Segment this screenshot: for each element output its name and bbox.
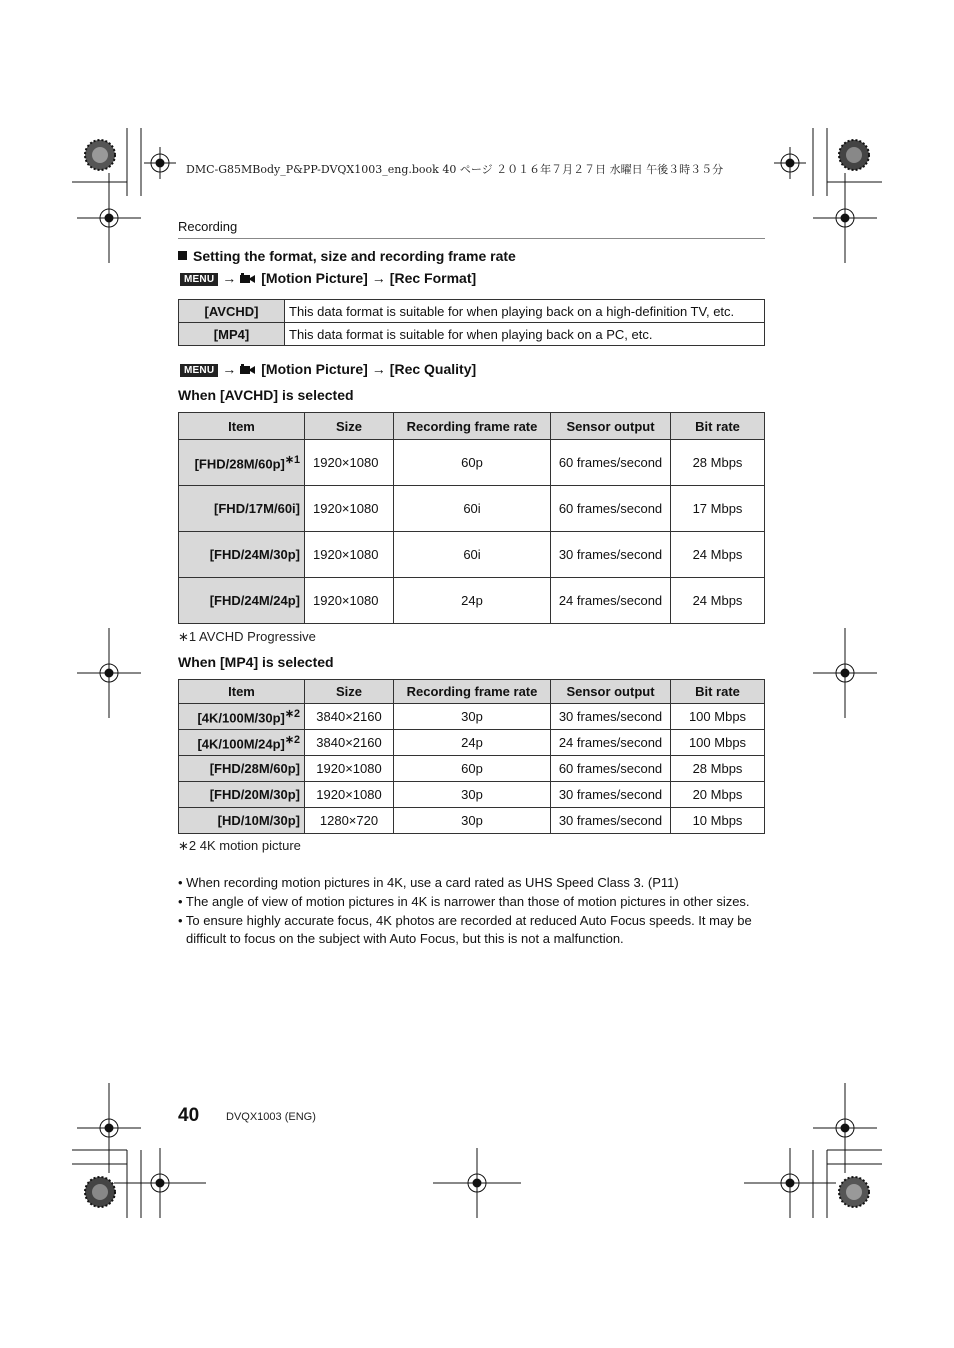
page-number: 40 (178, 1105, 200, 1126)
sensor-cell: 24 frames/second (551, 730, 671, 756)
item-cell (179, 440, 305, 486)
item-name: [4K/100M/24p] (197, 736, 285, 752)
notes-list (178, 874, 768, 949)
column-header: Recording frame rate (394, 680, 551, 704)
rate-cell: 24p (394, 730, 551, 756)
table-row (179, 440, 765, 486)
item-name: [FHD/24M/24p] (209, 593, 300, 608)
bitrate-cell: 10 Mbps (671, 808, 765, 834)
item-cell (179, 486, 305, 532)
size-cell: 3840×2160 (305, 704, 394, 730)
item-cell (179, 730, 305, 756)
size-cell: 1920×1080 (305, 486, 394, 532)
avchd-table (178, 412, 765, 624)
size-cell: 1280×720 (305, 808, 394, 834)
size-cell: 1920×1080 (305, 440, 394, 486)
item-cell (179, 782, 305, 808)
mp4-footnote: ∗2 4K motion picture (178, 838, 301, 853)
item-name: [FHD/28M/60p] (209, 761, 300, 776)
rate-cell: 60i (394, 532, 551, 578)
table-row (179, 782, 765, 808)
column-header: Bit rate (671, 680, 765, 704)
sensor-cell: 60 frames/second (551, 756, 671, 782)
item-name: [4K/100M/30p] (197, 710, 285, 726)
footnote-ref: ∗2 (284, 708, 300, 721)
sensor-cell: 60 frames/second (551, 486, 671, 532)
format-menu-path (180, 270, 476, 286)
table-row (179, 323, 765, 346)
bitrate-cell: 17 Mbps (671, 486, 765, 532)
sensor-cell: 30 frames/second (551, 808, 671, 834)
sensor-cell: 24 frames/second (551, 578, 671, 624)
list-item: • The angle of view of motion pictures in 4K is narrower than those of motion pictures in other sizes. (178, 894, 750, 909)
format-key: [AVCHD] (179, 300, 285, 323)
column-header: Item (179, 680, 305, 704)
heading-text: Setting the format, size and recording frame rate (193, 248, 516, 264)
bullet-square-icon (178, 251, 187, 260)
sensor-cell: 60 frames/second (551, 440, 671, 486)
item-name: [FHD/20M/30p] (209, 787, 300, 802)
section-label: Recording (178, 219, 238, 234)
column-header: Size (305, 413, 394, 440)
rate-cell: 30p (394, 704, 551, 730)
table-header-row (179, 413, 765, 440)
column-header: Item (179, 413, 305, 440)
format-path-item: [Rec Format] (389, 270, 477, 286)
mp4-title: When [MP4] is selected (178, 654, 334, 670)
quality-path-item: [Rec Quality] (389, 361, 477, 377)
list-item: • When recording motion pictures in 4K, use a card rated as UHS Speed Class 3. (P11) (178, 875, 679, 890)
table-header-row (179, 680, 765, 704)
rate-cell: 24p (394, 578, 551, 624)
arrow: → (222, 270, 237, 286)
quality-menu-path (180, 361, 476, 377)
size-cell: 1920×1080 (305, 782, 394, 808)
table-row (179, 756, 765, 782)
table-row (179, 808, 765, 834)
bitrate-cell: 28 Mbps (671, 440, 765, 486)
rate-cell: 60p (394, 440, 551, 486)
format-key: [MP4] (179, 323, 285, 346)
arrow: → (222, 361, 237, 377)
format-desc: This data format is suitable for when playing back on a PC, etc. (285, 323, 765, 346)
quality-path-menu: [Motion Picture] (261, 361, 368, 377)
item-cell (179, 808, 305, 834)
bitrate-cell: 100 Mbps (671, 730, 765, 756)
sensor-cell: 30 frames/second (551, 704, 671, 730)
rate-cell: 30p (394, 808, 551, 834)
list-item: • To ensure highly accurate focus, 4K photos are recorded at reduced Auto Focus speeds. It may be difficult to focus on the subject with Auto Focus, but this is not a malfunction. (178, 913, 752, 946)
menu-badge: MENU (180, 273, 218, 286)
document-id: DVQX1003 (ENG) (226, 1111, 316, 1123)
format-desc: This data format is suitable for when playing back on a high-definition TV, etc. (285, 300, 765, 323)
table-row (179, 532, 765, 578)
footnote-ref: ∗1 (284, 454, 300, 467)
bitrate-cell: 24 Mbps (671, 578, 765, 624)
arrow: → (371, 270, 386, 286)
rate-cell: 60i (394, 486, 551, 532)
rate-cell: 30p (394, 782, 551, 808)
item-name: [FHD/24M/30p] (209, 547, 300, 562)
video-camera-icon (240, 273, 255, 284)
item-name: [FHD/17M/60i] (214, 501, 300, 516)
format-table (178, 299, 765, 346)
menu-badge: MENU (180, 364, 218, 377)
size-cell: 1920×1080 (305, 532, 394, 578)
rate-cell: 60p (394, 756, 551, 782)
sensor-cell: 30 frames/second (551, 532, 671, 578)
item-name: [HD/10M/30p] (217, 813, 300, 828)
mp4-table (178, 679, 765, 834)
video-camera-icon (240, 364, 255, 375)
bitrate-cell: 100 Mbps (671, 704, 765, 730)
sensor-cell: 30 frames/second (551, 782, 671, 808)
bitrate-cell: 24 Mbps (671, 532, 765, 578)
print-info: DMC-G85MBody_P&PP-DVQX1003_eng.book 40 ページ ２０１６年７月２７日 水曜日 午後３時３５分 (186, 163, 724, 176)
bitrate-cell: 28 Mbps (671, 756, 765, 782)
item-cell (179, 704, 305, 730)
size-cell: 1920×1080 (305, 578, 394, 624)
column-header: Size (305, 680, 394, 704)
header-rule (178, 238, 765, 239)
table-row (179, 300, 765, 323)
column-header: Bit rate (671, 413, 765, 440)
format-path-menu: [Motion Picture] (261, 270, 368, 286)
arrow: → (371, 361, 386, 377)
column-header: Sensor output (551, 680, 671, 704)
table-row (179, 730, 765, 756)
item-cell (179, 532, 305, 578)
size-cell: 3840×2160 (305, 730, 394, 756)
column-header: Sensor output (551, 413, 671, 440)
footnote-ref: ∗2 (284, 734, 300, 747)
table-row (179, 704, 765, 730)
table-row (179, 578, 765, 624)
column-header: Recording frame rate (394, 413, 551, 440)
section-heading (178, 248, 516, 264)
item-cell (179, 756, 305, 782)
table-row (179, 486, 765, 532)
bitrate-cell: 20 Mbps (671, 782, 765, 808)
avchd-footnote: ∗1 AVCHD Progressive (178, 629, 316, 644)
avchd-title: When [AVCHD] is selected (178, 387, 354, 403)
item-cell (179, 578, 305, 624)
item-name: [FHD/28M/60p] (194, 456, 285, 472)
size-cell: 1920×1080 (305, 756, 394, 782)
